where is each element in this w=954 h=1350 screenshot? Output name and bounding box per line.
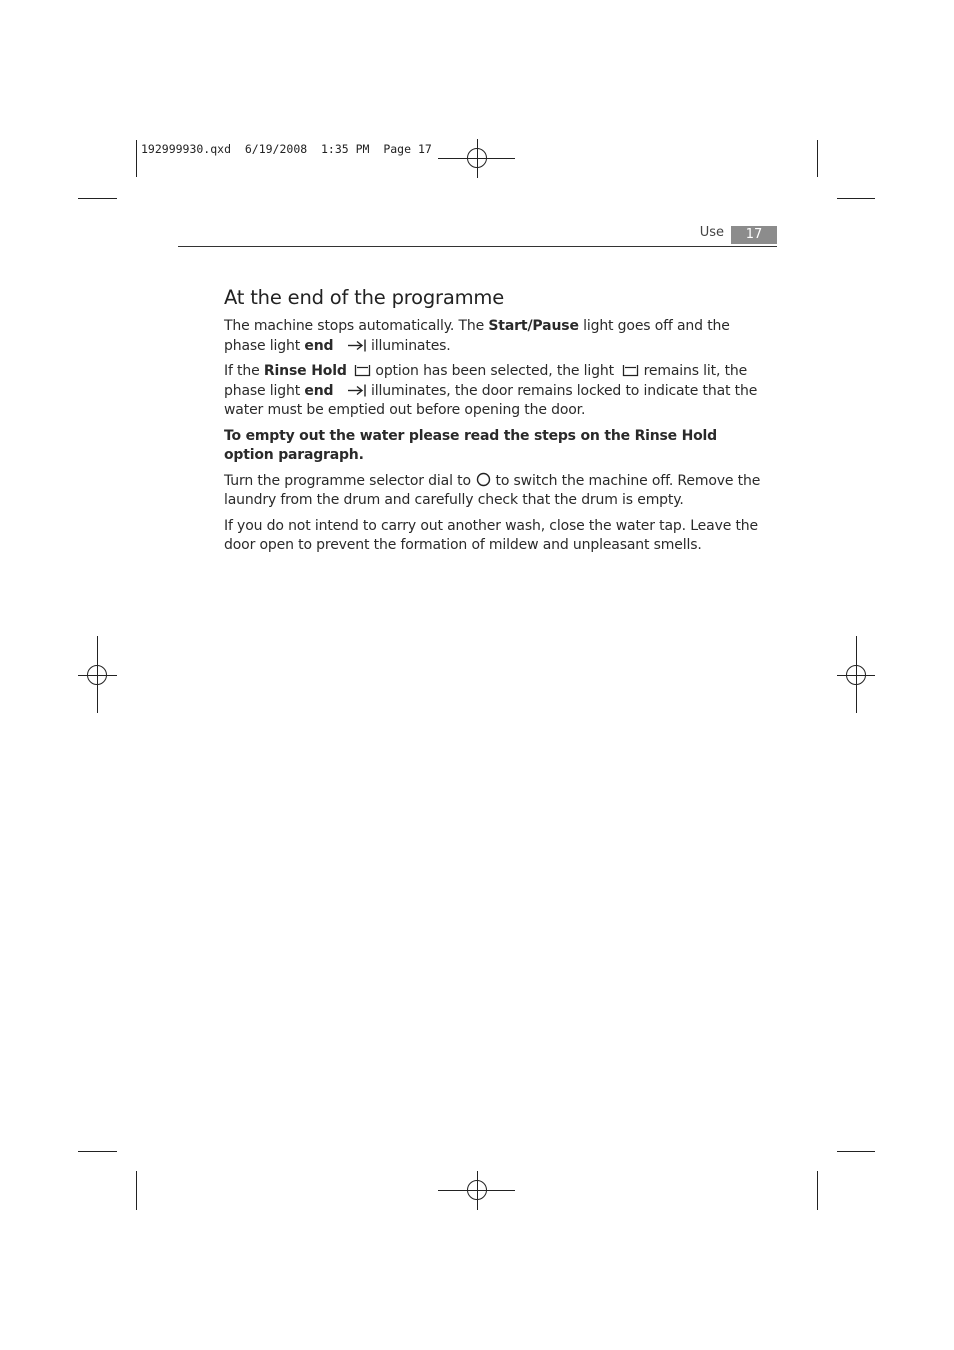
section-content (224, 286, 764, 562)
print-slug: 192999930.qxd 6/19/2008 1:35 PM Page 17 (141, 142, 432, 156)
rinse-hold-tub-icon (622, 364, 639, 377)
start-pause-label: Start/Pause (488, 318, 579, 334)
section-label: Use (699, 225, 724, 240)
rinse-hold-label: Rinse Hold (263, 363, 347, 379)
section-title: At the end of the programme (224, 286, 504, 309)
paragraph-empty-water-note: To empty out the water please read the steps on the Rinse Hold option paragraph. (224, 427, 717, 463)
circle-off-icon (476, 472, 491, 487)
rinse-hold-tub-icon (354, 364, 371, 377)
end-phase-label: end (304, 337, 334, 354)
arrow-to-bar-icon (347, 384, 367, 397)
paragraph-machine-stops: The machine stops automatically. The Start/Pause light goes off and the phase light end illuminates. (224, 318, 730, 354)
page-number-badge: 17 (731, 226, 777, 244)
paragraph-close-tap: If you do not intend to carry out another wash, close the water tap. Leave the door open to prevent the formation of mildew and unpleasant smells. (224, 517, 758, 553)
paragraph-rinse-hold: If the Rinse Hold option has been selected, the light remains lit, the phase light end illuminates, the door remains locked to indicate that the water must be emptied out before opening the door. (224, 363, 758, 418)
paragraph-switch-off: Turn the programme selector dial to to switch the machine off. Remove the laundry from the drum and carefully check that the drum is empty. (224, 472, 761, 508)
header-rule (178, 246, 777, 247)
end-phase-label: end (304, 382, 334, 399)
arrow-to-bar-icon (347, 339, 367, 352)
